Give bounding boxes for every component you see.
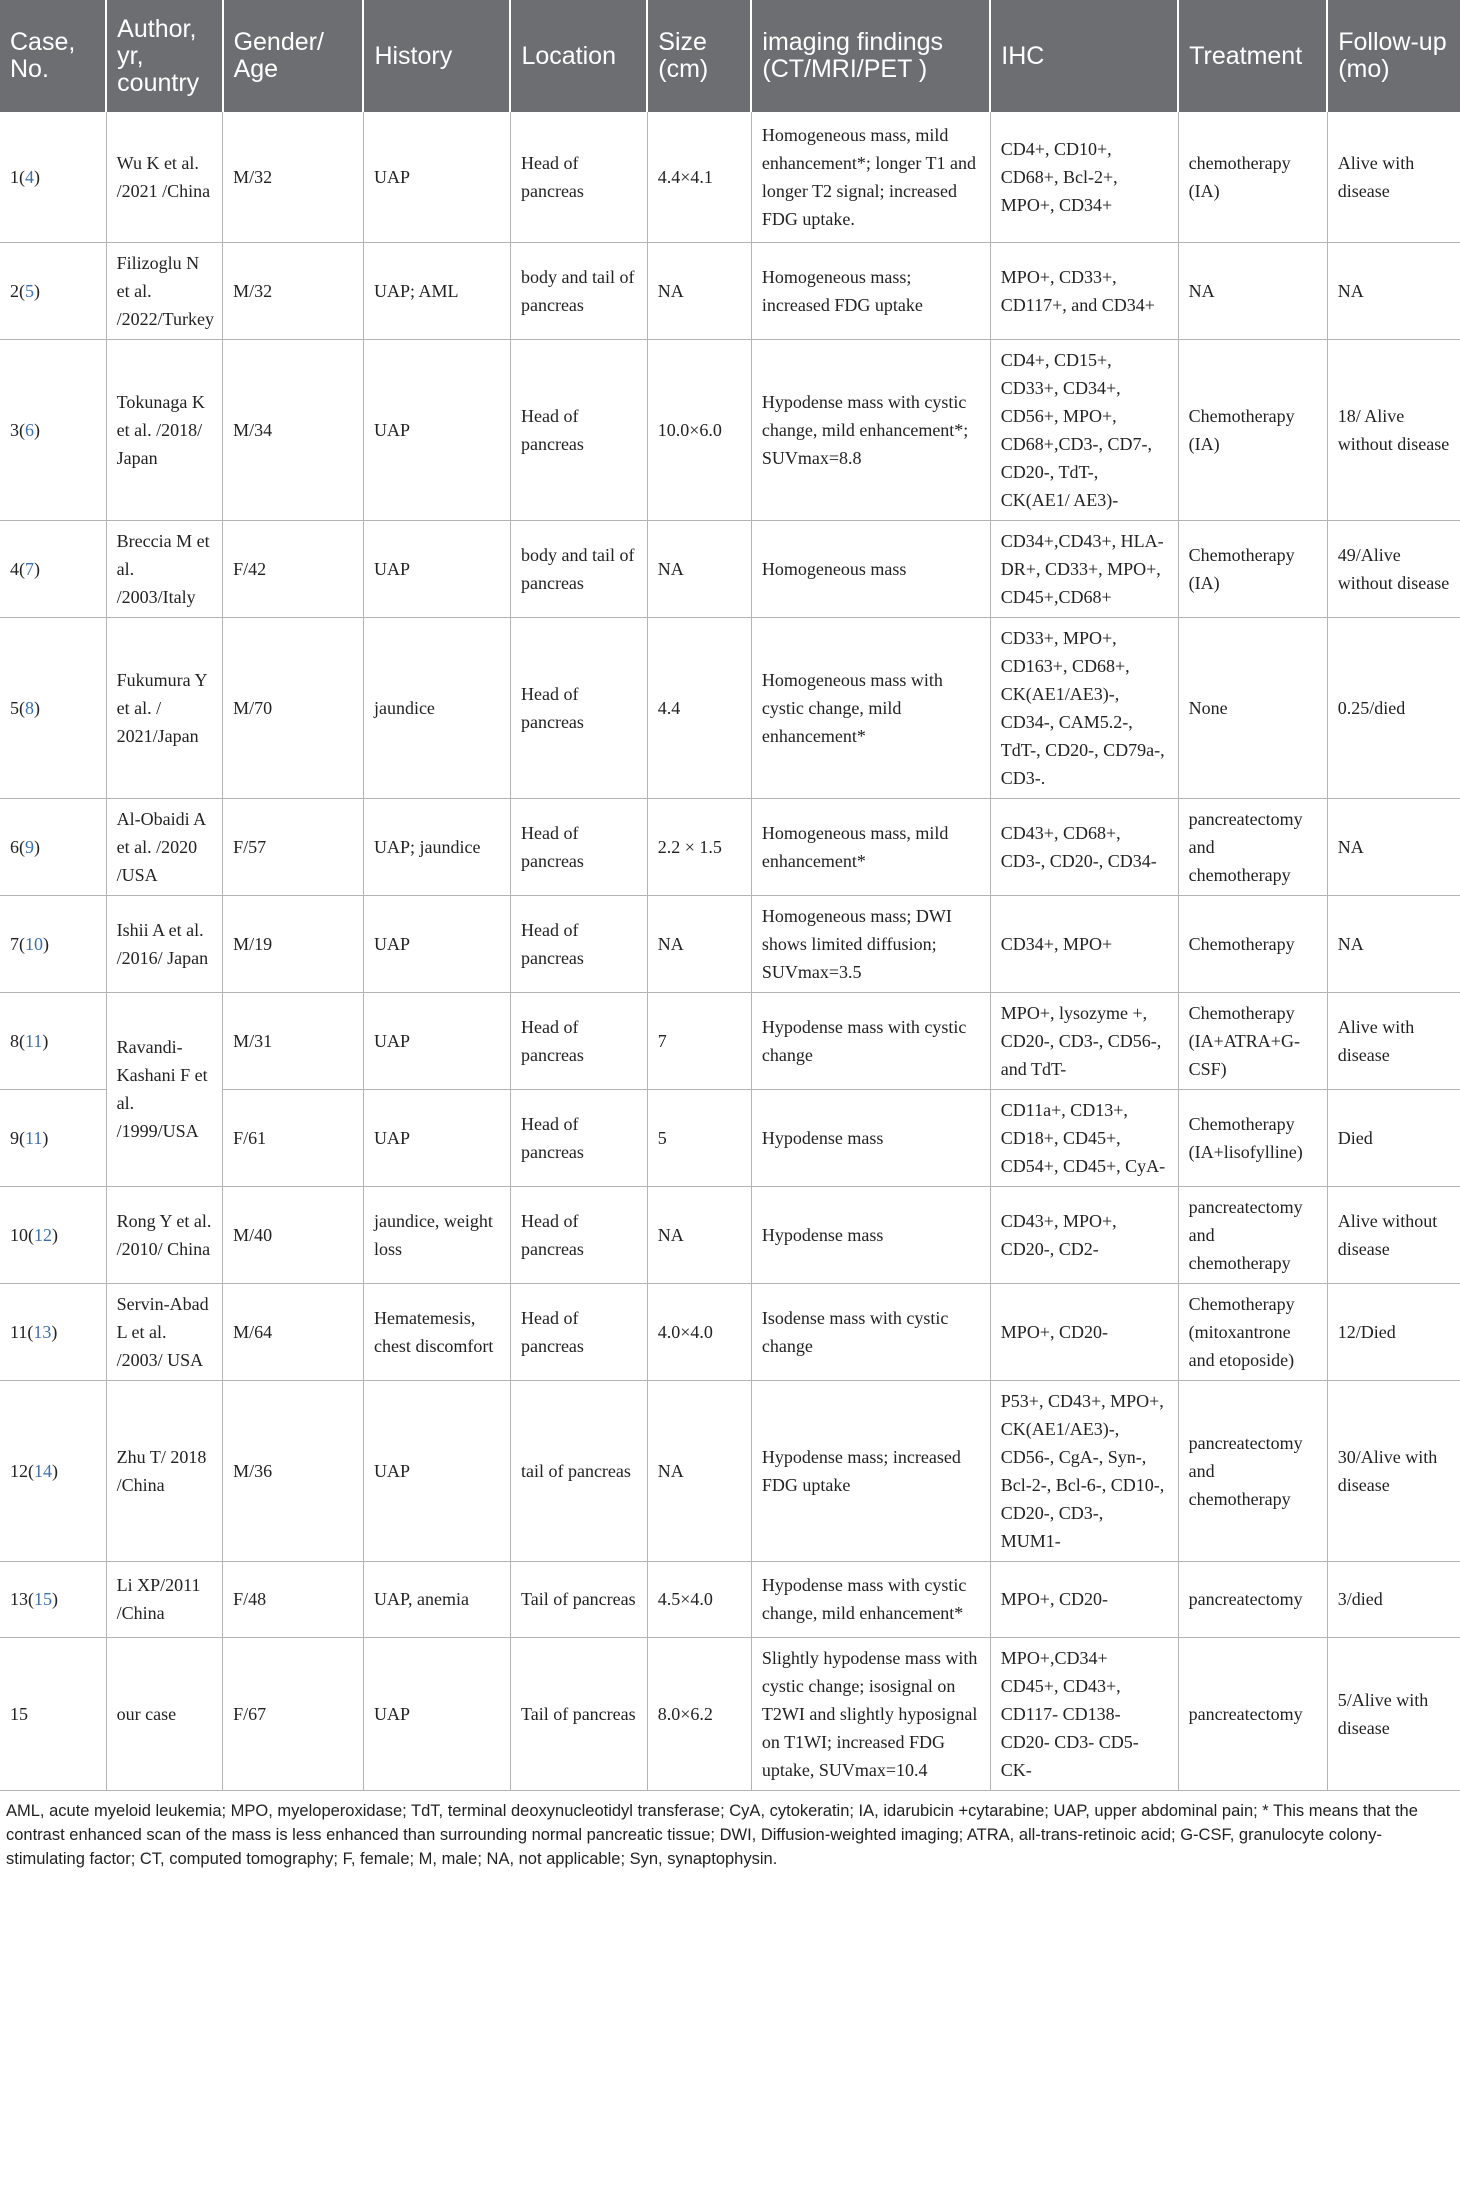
reference-link[interactable]: 5: [25, 280, 34, 301]
cell-gender-age: F/67: [223, 1637, 364, 1790]
cell-treatment: pancreatectomy: [1178, 1561, 1327, 1637]
cell-case: 2(5): [0, 242, 106, 339]
cell-imaging: Slightly hypodense mass with cystic change; isosignal on T2WI and slightly hyposignal on T1WI; increased FDG uptake, SUVmax=10.4: [751, 1637, 990, 1790]
cell-size: 7: [647, 992, 751, 1089]
cell-ihc: CD4+, CD15+, CD33+, CD34+, CD56+, MPO+, CD68+,CD3-, CD7-, CD20-, TdT-, CK(AE1/ AE3)-: [990, 339, 1178, 520]
cell-followup: Alive without disease: [1327, 1186, 1460, 1283]
table-row: [0, 798, 1460, 895]
cell-location: body and tail of pancreas: [510, 242, 647, 339]
cell-case: 12(14): [0, 1380, 106, 1561]
case-number: 6(: [10, 836, 25, 857]
cell-location: Head of pancreas: [510, 617, 647, 798]
cell-followup: NA: [1327, 798, 1460, 895]
reference-link[interactable]: 4: [25, 166, 34, 187]
cell-location: Head of pancreas: [510, 112, 647, 242]
cell-imaging: Homogeneous mass with cystic change, mild enhancement*: [751, 617, 990, 798]
cell-case: 7(10): [0, 895, 106, 992]
cell-treatment: Chemotherapy (IA): [1178, 520, 1327, 617]
cell-ihc: CD11a+, CD13+, CD18+, CD45+, CD54+, CD45+, CyA-: [990, 1089, 1178, 1186]
cell-imaging: Hypodense mass with cystic change, mild enhancement*: [751, 1561, 990, 1637]
cell-case: 1(4): [0, 112, 106, 242]
cell-gender-age: M/64: [223, 1283, 364, 1380]
header-gender-age: Gender/ Age: [223, 0, 364, 112]
cell-imaging: Hypodense mass with cystic change: [751, 992, 990, 1089]
cell-case: 3(6): [0, 339, 106, 520]
case-number: 7(: [10, 933, 25, 954]
reference-link[interactable]: 7: [25, 558, 34, 579]
cell-imaging: Homogeneous mass; DWI shows limited diffusion; SUVmax=3.5: [751, 895, 990, 992]
case-number: 3(: [10, 419, 25, 440]
cell-ihc: MPO+, CD20-: [990, 1283, 1178, 1380]
table-row: [0, 1637, 1460, 1790]
cell-treatment: Chemotherapy (IA+ATRA+G-CSF): [1178, 992, 1327, 1089]
cell-location: Head of pancreas: [510, 992, 647, 1089]
cell-gender-age: M/32: [223, 112, 364, 242]
cell-case: 11(13): [0, 1283, 106, 1380]
cell-size: 5: [647, 1089, 751, 1186]
case-number: 13(: [10, 1589, 34, 1609]
case-number: 4(: [10, 558, 25, 579]
cell-history: UAP; jaundice: [363, 798, 510, 895]
cell-followup: Died: [1327, 1089, 1460, 1186]
reference-link[interactable]: 12: [34, 1224, 52, 1245]
table-row: [0, 520, 1460, 617]
cell-location: Head of pancreas: [510, 798, 647, 895]
cell-gender-age: F/61: [223, 1089, 364, 1186]
cell-case: 13(15): [0, 1561, 106, 1637]
case-number: 1(: [10, 166, 25, 187]
table-row: [0, 1283, 1460, 1380]
reference-link[interactable]: 13: [33, 1321, 52, 1342]
cell-author: Zhu T/ 2018 /China: [106, 1380, 222, 1561]
reference-link[interactable]: 9: [25, 836, 34, 857]
cell-ihc: CD43+, MPO+, CD20-, CD2-: [990, 1186, 1178, 1283]
table-row: [0, 1380, 1460, 1561]
cell-followup: NA: [1327, 242, 1460, 339]
cell-author: Rong Y et al. /2010/ China: [106, 1186, 222, 1283]
cell-case: 6(9): [0, 798, 106, 895]
cell-gender-age: M/34: [223, 339, 364, 520]
cell-imaging: Homogeneous mass, mild enhancement*; longer T1 and longer T2 signal; increased FDG uptake.: [751, 112, 990, 242]
cell-size: 10.0×6.0: [647, 339, 751, 520]
cell-history: UAP: [363, 112, 510, 242]
table-row: [0, 242, 1460, 339]
cell-location: tail of pancreas: [510, 1380, 647, 1561]
table-row: [0, 112, 1460, 242]
case-number: 12(: [10, 1460, 34, 1481]
cell-history: UAP: [363, 992, 510, 1089]
cell-ihc: P53+, CD43+, MPO+, CK(AE1/AE3)-, CD56-, CgA-, Syn-, Bcl-2-, Bcl-6-, CD10-, CD20-, CD3-, MUM1-: [990, 1380, 1178, 1561]
cell-case: 4(7): [0, 520, 106, 617]
cell-case: 8(11): [0, 992, 106, 1089]
cell-history: jaundice, weight loss: [363, 1186, 510, 1283]
cell-history: Hematemesis, chest discomfort: [363, 1283, 510, 1380]
header-imaging: imaging findings (CT/MRI/PET ): [751, 0, 990, 112]
table-row: [0, 992, 1460, 1089]
cell-author: our case: [106, 1637, 222, 1790]
table-row: [0, 339, 1460, 520]
cell-gender-age: M/31: [223, 992, 364, 1089]
cell-size: 8.0×6.2: [647, 1637, 751, 1790]
cell-location: Head of pancreas: [510, 339, 647, 520]
cell-followup: Alive with disease: [1327, 992, 1460, 1089]
cell-imaging: Hypodense mass; increased FDG uptake: [751, 1380, 990, 1561]
cell-size: NA: [647, 1186, 751, 1283]
cell-followup: 18/ Alive without disease: [1327, 339, 1460, 520]
cell-size: 4.0×4.0: [647, 1283, 751, 1380]
cell-treatment: pancreatectomy and chemotherapy: [1178, 1380, 1327, 1561]
cell-gender-age: M/19: [223, 895, 364, 992]
cell-treatment: pancreatectomy and chemotherapy: [1178, 1186, 1327, 1283]
header-size: Size (cm): [647, 0, 751, 112]
cell-ihc: MPO+, CD33+, CD117+, and CD34+: [990, 242, 1178, 339]
cell-ihc: MPO+, lysozyme +, CD20-, CD3-, CD56-, and TdT-: [990, 992, 1178, 1089]
cell-location: Head of pancreas: [510, 1089, 647, 1186]
cell-history: UAP: [363, 1089, 510, 1186]
cell-followup: 0.25/died: [1327, 617, 1460, 798]
cell-ihc: CD34+,CD43+, HLA-DR+, CD33+, MPO+, CD45+,CD68+: [990, 520, 1178, 617]
cell-gender-age: F/57: [223, 798, 364, 895]
cell-treatment: pancreatectomy and chemotherapy: [1178, 798, 1327, 895]
reference-link[interactable]: 11: [25, 1030, 43, 1051]
cell-followup: Alive with disease: [1327, 112, 1460, 242]
table-footnote: AML, acute myeloid leukemia; MPO, myeloperoxidase; TdT, terminal deoxynucleotidyl transferase; CyA, cytokeratin; IA, idarubicin +cytarabine; UAP, upper abdominal pain; * This means that the contrast enhanced scan of the mass is less enhanced than surrounding normal pancreatic tissue; DWI, Diffusion-weighted imaging; ATRA, all-trans-retinoic acid; G-CSF, granulocyte colony-stimulating factor; CT, computed tomography; F, female; M, male; NA, not applicable; Syn, synaptophysin.: [6, 1801, 1418, 1868]
cell-imaging: Homogeneous mass, mild enhancement*: [751, 798, 990, 895]
cell-location: Head of pancreas: [510, 1283, 647, 1380]
cell-treatment: chemotherapy (IA): [1178, 112, 1327, 242]
table-row: [0, 617, 1460, 798]
cell-size: 4.4×4.1: [647, 112, 751, 242]
cell-imaging: Hypodense mass: [751, 1089, 990, 1186]
cell-treatment: Chemotherapy (mitoxantrone and etoposide): [1178, 1283, 1327, 1380]
reference-link[interactable]: 10: [25, 933, 43, 954]
case-number: 2(: [10, 280, 25, 301]
header-row: [0, 0, 1460, 112]
cell-author: Filizoglu N et al. /2022/Turkey: [106, 242, 222, 339]
cell-history: UAP: [363, 520, 510, 617]
cell-gender-age: M/70: [223, 617, 364, 798]
cell-location: body and tail of pancreas: [510, 520, 647, 617]
cell-location: Head of pancreas: [510, 1186, 647, 1283]
header-treatment: Treatment: [1178, 0, 1327, 112]
cell-treatment: Chemotherapy (IA+lisofylline): [1178, 1089, 1327, 1186]
cell-size: NA: [647, 520, 751, 617]
cell-size: NA: [647, 895, 751, 992]
case-number: 11(: [10, 1321, 34, 1342]
table-row: [0, 1186, 1460, 1283]
cell-followup: NA: [1327, 895, 1460, 992]
cell-author: Wu K et al. /2021 /China: [106, 112, 222, 242]
cell-history: UAP: [363, 339, 510, 520]
cell-ihc: MPO+, CD20-: [990, 1561, 1178, 1637]
cell-case: 5(8): [0, 617, 106, 798]
cell-followup: 12/Died: [1327, 1283, 1460, 1380]
table-row: [0, 895, 1460, 992]
reference-link[interactable]: 15: [34, 1589, 52, 1609]
cell-ihc: CD33+, MPO+, CD163+, CD68+, CK(AE1/AE3)-, CD34-, CAM5.2-, TdT-, CD20-, CD79a-, CD3-.: [990, 617, 1178, 798]
cell-author: Fukumura Y et al. / 2021/Japan: [106, 617, 222, 798]
cell-author: Al-Obaidi A et al. /2020 /USA: [106, 798, 222, 895]
cell-gender-age: F/48: [223, 1561, 364, 1637]
cell-location: Tail of pancreas: [510, 1637, 647, 1790]
cell-treatment: None: [1178, 617, 1327, 798]
reference-link[interactable]: 8: [25, 697, 34, 718]
case-number: 9(: [10, 1127, 25, 1148]
cell-ihc: MPO+,CD34+ CD45+, CD43+, CD117- CD138- CD20- CD3- CD5- CK-: [990, 1637, 1178, 1790]
header-ihc: IHC: [990, 0, 1178, 112]
table-row: [0, 1561, 1460, 1637]
header-followup: Follow-up (mo): [1327, 0, 1460, 112]
cell-history: UAP: [363, 1380, 510, 1561]
header-case: Case, No.: [0, 0, 106, 112]
cell-case: 10(12): [0, 1186, 106, 1283]
case-number: 15: [10, 1703, 28, 1724]
cell-location: Tail of pancreas: [510, 1561, 647, 1637]
cell-location: Head of pancreas: [510, 895, 647, 992]
cell-ihc: CD43+, CD68+, CD3-, CD20-, CD34-: [990, 798, 1178, 895]
cell-history: UAP: [363, 1637, 510, 1790]
cell-ihc: CD34+, MPO+: [990, 895, 1178, 992]
cell-treatment: NA: [1178, 242, 1327, 339]
reference-link[interactable]: 6: [25, 419, 34, 440]
cell-treatment: Chemotherapy (IA): [1178, 339, 1327, 520]
cell-author: Servin-Abad L et al. /2003/ USA: [106, 1283, 222, 1380]
header-author: Author, yr, country: [106, 0, 222, 112]
cell-case: [0, 1637, 106, 1790]
cell-imaging: Hypodense mass: [751, 1186, 990, 1283]
case-number: 8(: [10, 1030, 25, 1051]
cell-treatment: pancreatectomy: [1178, 1637, 1327, 1790]
cell-author: Breccia M et al. /2003/Italy: [106, 520, 222, 617]
reference-link[interactable]: 14: [34, 1460, 52, 1481]
cell-size: 4.4: [647, 617, 751, 798]
cell-followup: 30/Alive with disease: [1327, 1380, 1460, 1561]
cell-gender-age: M/40: [223, 1186, 364, 1283]
cell-imaging: Hypodense mass with cystic change, mild enhancement*; SUVmax=8.8: [751, 339, 990, 520]
cell-followup: 49/Alive without disease: [1327, 520, 1460, 617]
cell-gender-age: F/42: [223, 520, 364, 617]
header-history: History: [363, 0, 510, 112]
cell-size: NA: [647, 1380, 751, 1561]
cell-size: 4.5×4.0: [647, 1561, 751, 1637]
cell-history: jaundice: [363, 617, 510, 798]
cell-ihc: CD4+, CD10+, CD68+, Bcl-2+, MPO+, CD34+: [990, 112, 1178, 242]
cell-followup: 5/Alive with disease: [1327, 1637, 1460, 1790]
cell-imaging: Homogeneous mass: [751, 520, 990, 617]
cell-imaging: Homogeneous mass; increased FDG uptake: [751, 242, 990, 339]
cell-gender-age: M/32: [223, 242, 364, 339]
cell-treatment: Chemotherapy: [1178, 895, 1327, 992]
header-location: Location: [510, 0, 647, 112]
table-body: [0, 112, 1460, 1790]
reference-link[interactable]: 11: [25, 1127, 43, 1148]
cell-author: Tokunaga K et al. /2018/ Japan: [106, 339, 222, 520]
cell-history: UAP: [363, 895, 510, 992]
cell-history: UAP; AML: [363, 242, 510, 339]
case-number: 10(: [10, 1224, 34, 1245]
cell-author: Li XP/2011 /China: [106, 1561, 222, 1637]
cell-history: UAP, anemia: [363, 1561, 510, 1637]
cell-size: 2.2 × 1.5: [647, 798, 751, 895]
cell-author: Ishii A et al. /2016/ Japan: [106, 895, 222, 992]
cell-gender-age: M/36: [223, 1380, 364, 1561]
case-number: 5(: [10, 697, 25, 718]
cell-size: NA: [647, 242, 751, 339]
cell-case: 9(11): [0, 1089, 106, 1186]
cell-author: Ravandi-Kashani F et al. /1999/USA: [106, 992, 222, 1186]
cell-imaging: Isodense mass with cystic change: [751, 1283, 990, 1380]
cell-followup: 3/died: [1327, 1561, 1460, 1637]
